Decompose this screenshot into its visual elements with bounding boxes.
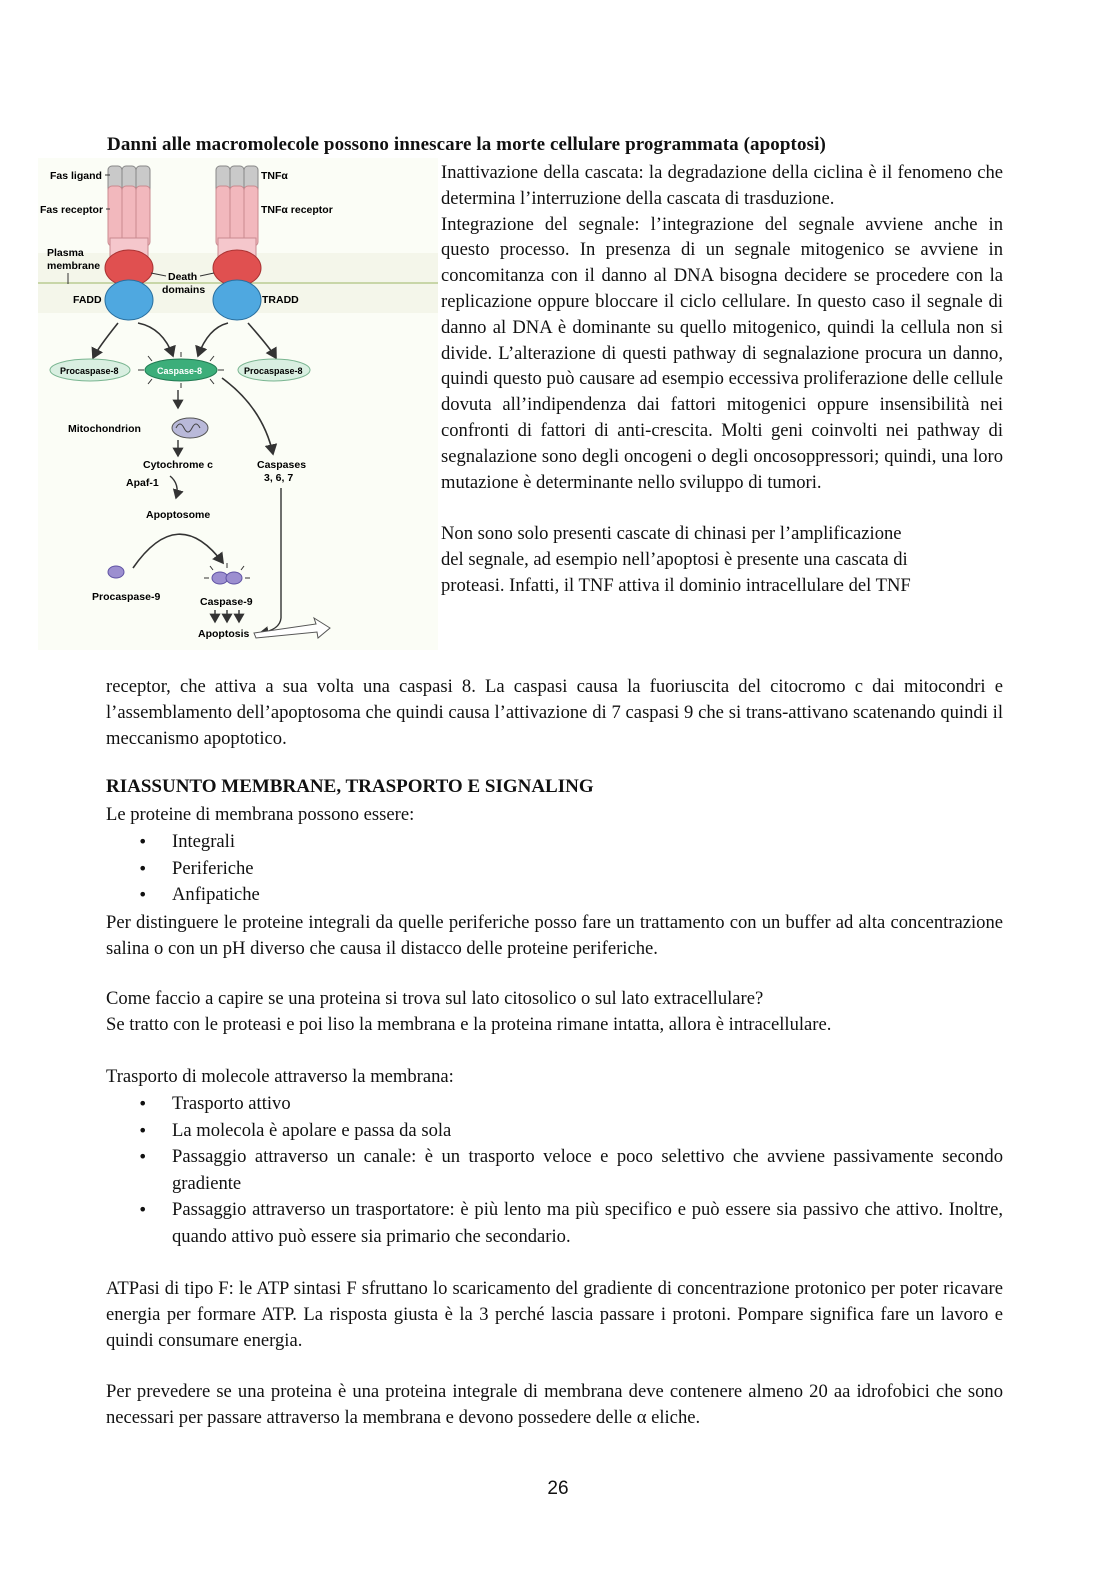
paragraph-cascate-line-2: del segnale, ad esempio nell’apoptosi è presente una cascata di	[441, 548, 908, 570]
label-plasma-membrane-2: membrane	[47, 260, 101, 272]
answer-text: Se tratto con le proteasi e poi liso la membrana e la proteina rimane intatta, allora è intracellulare.	[106, 1013, 832, 1035]
procaspase9-shape	[108, 566, 124, 578]
paragraph-question-answer	[106, 986, 1003, 1038]
transport-intro-text: Trasporto di molecole attraverso la membrana:	[106, 1066, 454, 1087]
list-item: • Passaggio attraverso un trasportatore: è più lento ma più specifico e può essere sia passivo che attivo. Inoltre, quando attivo può essere sia primario che secondario.	[106, 1197, 1003, 1250]
label-caspases-2: 3, 6, 7	[264, 472, 294, 484]
label-procaspase8-right: Procaspase-8	[244, 366, 303, 376]
integral-prediction-text: Per prevedere se una proteina è una proteina integrale di membrana deve contenere almeno 20 aa idrofobici che sono necessari per passare attraverso la membrana e devono possedere delle α eliche.	[106, 1381, 1003, 1428]
paragraph-proteine-intro	[106, 802, 1003, 828]
list-item: • La molecola è apolare e passa da sola	[106, 1118, 1003, 1145]
atpase-text: ATPasi di tipo F: le ATP sintasi F sfruttano lo scaricamento del gradiente di concentrazione protonico per poter ricavare energia per formare ATP. La risposta giusta è la 3 perché lascia passare i protoni. Pompare significa fare un lavoro e quindi consumare energia.	[106, 1278, 1003, 1351]
continuation-text: receptor, che attiva a sua volta una caspasi 8. La caspasi causa la fuoriuscita del citocromo c dai mitocondri e l’assemblamento dell’apoptosoma che quindi causa l’attivazione di 7 caspasi 9 che si trans-attivano scatenando quindi il meccanismo apoptotico.	[106, 676, 1003, 749]
mitochondrion-shape	[172, 418, 208, 438]
protein-types-list	[106, 829, 1003, 909]
list-item: • Periferiche	[106, 856, 1003, 883]
paragraph-distinguish	[106, 910, 1003, 962]
apoptosis-diagram	[38, 158, 438, 650]
label-caspases-1: Caspases	[257, 459, 307, 471]
label-caspase8: Caspase-8	[157, 366, 203, 376]
paragraph-transport-intro	[106, 1064, 1003, 1090]
label-apoptosome: Apoptosome	[146, 509, 211, 521]
paragraph-integrazione: Integrazione del segnale: l’integrazione del segnale avviene anche in questo processo. In presenza di un segnale mitogenico se avviene in concomitanza con il danno al DNA bisogna decidere se procedere con la replicazione oppure bloccare il ciclo cellulare. In questo caso il segnale di danno al DNA è dominante su quello mitogenico, quindi la cellula non si divide. L’alterazione di questi pathway di segnalazione procura un danno, quindi questo può causare ad esempio eccessiva proliferazione delle cellule dovuta all’indipendenza dai fattori mitogenici oppure insensibilità nei confronti di fattori di anti-crescita. Molti geni coinvolti nei pathway di segnalazione sono degli oncogeni o degli oncosoppressori; quindi, una loro mutazione è determinante nello sviluppo di tumori.	[441, 213, 1003, 493]
proteine-intro-text: Le proteine di membrana possono essere:	[106, 804, 415, 825]
distinguish-text: Per distinguere le proteine integrali da quelle periferiche posso fare un trattamento con un buffer ad alta concentrazione salina o con un pH diverso che causa il distacco delle proteine periferiche.	[106, 912, 1003, 959]
label-tnfa: TNFα	[261, 170, 288, 182]
transport-list	[106, 1091, 1003, 1250]
question-text: Come faccio a capire se una proteina si trova sul lato citosolico o sul lato extracellulare?	[106, 988, 764, 1009]
paragraph-cascate-line-1: Non sono solo presenti cascate di chinasi per l’amplificazione	[441, 523, 902, 545]
label-fas-receptor: Fas receptor	[40, 204, 104, 216]
section-heading-riassunto: RIASSUNTO MEMBRANE, TRASPORTO E SIGNALING	[106, 776, 594, 797]
label-death-domains-1: Death	[168, 271, 198, 283]
paragraph-integral-prediction	[106, 1379, 1003, 1431]
apoptosis-figure	[38, 158, 438, 650]
label-mitochondrion: Mitochondrion	[68, 423, 141, 435]
paragraph-cascate-continuation	[106, 674, 1003, 751]
label-death-domains-2: domains	[162, 284, 206, 296]
label-apaf1: Apaf-1	[126, 477, 159, 489]
label-cytochrome-c: Cytochrome c	[143, 459, 214, 471]
section-title: Danni alle macromolecole possono innescare la morte cellulare programmata (apoptosi)	[107, 134, 826, 155]
label-procaspase8-left: Procaspase-8	[60, 366, 119, 376]
tnf-receptor-complex	[213, 166, 261, 320]
fas-receptor-complex	[105, 166, 153, 320]
paragraph-inattivazione: Inattivazione della cascata: la degradazione della ciclina è il fenomeno che determina l’interruzione della cascata di trasduzione.	[441, 162, 1003, 209]
right-column-text	[441, 160, 1003, 599]
label-procaspase9: Procaspase-9	[92, 591, 161, 603]
label-fas-ligand: Fas ligand	[50, 170, 102, 182]
label-plasma-membrane-1: Plasma	[47, 247, 84, 259]
list-item: • Trasporto attivo	[106, 1091, 1003, 1118]
paragraph-cascate-line-3: proteasi. Infatti, il TNF attiva il dominio intracellulare del TNF	[441, 574, 911, 596]
paragraph-atpase	[106, 1276, 1003, 1353]
page-number: 26	[547, 1478, 569, 1499]
list-item: • Anfipatiche	[106, 882, 1003, 909]
label-tradd: TRADD	[262, 294, 299, 306]
label-tnfa-receptor: TNFα receptor	[261, 204, 333, 216]
label-caspase9: Caspase-9	[200, 596, 253, 608]
label-fadd: FADD	[73, 294, 102, 306]
list-item: • Passaggio attraverso un canale: è un trasporto veloce e poco selettivo che avviene passivamente secondo gradiente	[106, 1144, 1003, 1197]
label-apoptosis: Apoptosis	[198, 628, 250, 640]
list-item: • Integrali	[106, 829, 1003, 856]
